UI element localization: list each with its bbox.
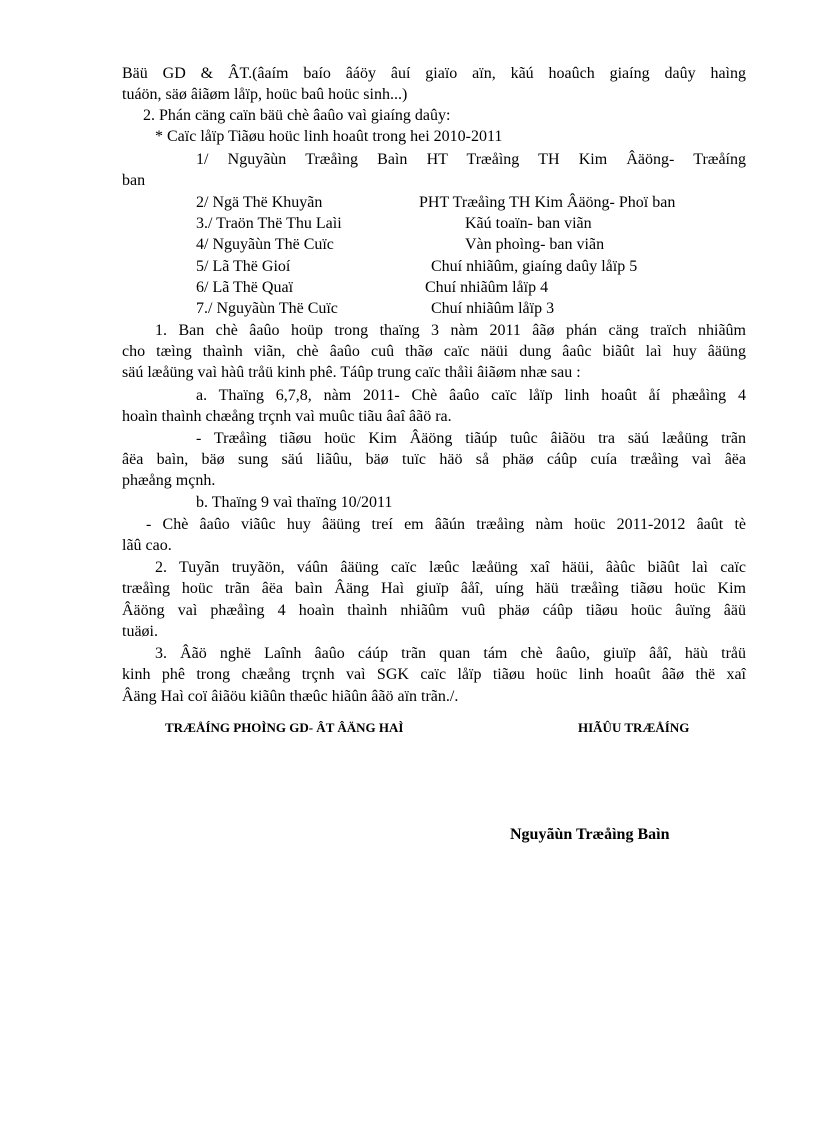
body-3-line-2: kinh phê trong chæång trçnh vaì SGK caïc låïp tiãøu hoüc linh hoaût âãø thë xaî xyxy=(122,666,746,683)
body-1-line-1: 1. Ban chè âaûo hoüp trong thaïng 3 nàm 2011 âãø phán cäng traïch nhiãûm xyxy=(155,322,746,339)
member-1-line-2: ban xyxy=(122,172,146,189)
member-6-role: Chuí nhiãûm låïp 4 xyxy=(425,279,549,296)
member-2-name: 2/ Ngä Thë Khuyãn xyxy=(196,194,323,211)
body-2-line-4: tuäøi. xyxy=(122,623,158,640)
body-1-line-2: cho tæìng thaình viãn, chè âaûo cuû thãø caïc näüi dung âaûc biãût laì huy âäüng xyxy=(122,343,746,360)
signature-left-title: TRÆÅÍNG PHOÌNG GD- ÂT ÂÄNG HAÌ xyxy=(165,720,404,735)
member-7-role: Chuí nhiãûm låïp 3 xyxy=(431,300,555,317)
intro-line-1: Bäü GD & ÂT.(âaím baío âáöy âuí giaïo aïn, kãú hoaûch giaíng daûy haìng xyxy=(122,65,746,82)
kim-dong-line-2: âëa baìn, bäø sung säú liãûu, bäø tuïc häö så phäø cáûp cuía træåìng vaì âëa xyxy=(122,451,746,468)
enrolment-line-2: lãû cao. xyxy=(122,537,172,554)
member-3-name: 3./ Traön Thë Thu Laìi xyxy=(196,215,342,232)
body-2-line-1: 2. Tuyãn truyãön, váûn âäüng caïc læûc læåüng xaî häüi, âàûc biãût laì caïc xyxy=(155,559,746,576)
member-2-role: PHT Træåìng TH Kim Âäöng- Phoï ban xyxy=(419,194,676,211)
item-b-line-1: b. Thaïng 9 vaì thaïng 10/2011 xyxy=(196,494,393,511)
member-1-line-1: 1/ Nguyãùn Træåìng Baìn HT Træåìng TH Kim Âäöng- Træåíng xyxy=(196,151,746,168)
signature-name: Nguyãùn Træåìng Baìn xyxy=(510,826,670,843)
section-heading-assignment: 2. Phán cäng caïn bäü chè âaûo vaì giaíng daûy: xyxy=(143,107,451,124)
body-1-line-3: säú læåüng vaì hàû tråü kinh phê. Táûp trung caïc thåìi âiãøm nhæ sau : xyxy=(122,364,581,381)
member-3-role: Kãú toaïn- ban viãn xyxy=(465,215,592,232)
body-3-line-1: 3. Âãö nghë Laînh âaûo cáúp trãn quan tám chè âaûo, giuïp âåî, häù tråü xyxy=(155,645,746,662)
member-5-role: Chuí nhiãûm, giaíng daûy låïp 5 xyxy=(431,258,638,275)
body-2-line-3: Âäöng vaì phæåìng 4 hoaìn thaình nhiãûm vuû phäø cáûp tiãøu hoüc âuïng âäü xyxy=(122,602,746,619)
body-2-line-2: træåìng hoüc trãn âëa baìn Âäng Haì giuïp âåî, uíng häü træåìng tiãøu hoüc Kim xyxy=(122,580,746,597)
intro-line-2: tuáön, säø âiãøm låïp, hoüc baû hoüc sinh...) xyxy=(122,86,408,103)
member-4-name: 4/ Nguyãùn Thë Cuïc xyxy=(196,236,334,253)
signature-right-title: HIÃÛU TRÆÅÍNG xyxy=(578,720,690,735)
member-4-role: Vàn phoìng- ban viãn xyxy=(465,236,605,253)
kim-dong-line-3: phæång mçnh. xyxy=(122,472,216,489)
member-6-name: 6/ Lã Thë Quaï xyxy=(196,279,294,296)
enrolment-line-1: - Chè âaûo viãûc huy âäüng treí em âãún træåìng nàm hoüc 2011-2012 âaût tè xyxy=(146,516,746,533)
section-subheading-classes: * Caïc låïp Tiãøu hoüc linh hoaût trong hei 2010-2011 xyxy=(155,128,503,145)
member-7-name: 7./ Nguyãùn Thë Cuïc xyxy=(196,300,338,317)
item-a-line-1: a. Thaïng 6,7,8, nàm 2011- Chè âaûo caïc låïp linh hoaût åí phæåìng 4 xyxy=(196,387,746,404)
body-3-line-3: Âäng Haì coï âiãöu kiãûn thæûc hiãûn âãö aïn trãn./. xyxy=(122,688,459,705)
kim-dong-line-1: - Træåìng tiãøu hoüc Kim Âäöng tiãúp tuûc âiãöu tra säú læåüng trãn xyxy=(196,430,746,447)
item-a-line-2: hoaìn thaình chæång trçnh vaì muûc tiãu âaî âãö ra. xyxy=(122,408,452,425)
member-5-name: 5/ Lã Thë Gioí xyxy=(196,258,291,275)
